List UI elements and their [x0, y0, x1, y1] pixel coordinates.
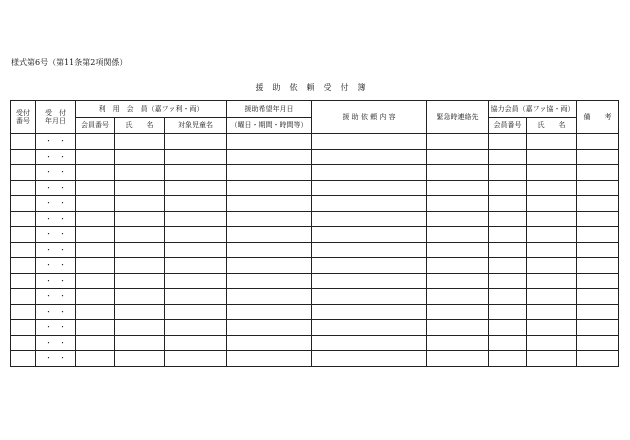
- date-cell[interactable]: ・ ・: [36, 149, 76, 165]
- table-cell[interactable]: [115, 134, 165, 150]
- table-cell[interactable]: [577, 242, 619, 258]
- table-cell[interactable]: [427, 180, 489, 196]
- header-receipt-no: 受付 番号: [11, 101, 36, 134]
- table-cell[interactable]: [165, 165, 227, 181]
- table-cell[interactable]: [489, 134, 527, 150]
- table-cell[interactable]: [312, 242, 427, 258]
- table-cell[interactable]: [489, 196, 527, 212]
- table-cell[interactable]: [115, 242, 165, 258]
- table-cell[interactable]: [115, 165, 165, 181]
- table-cell[interactable]: [76, 335, 115, 351]
- date-cell[interactable]: ・ ・: [36, 351, 76, 367]
- table-cell[interactable]: [489, 335, 527, 351]
- table-cell[interactable]: [312, 289, 427, 305]
- table-cell[interactable]: [312, 134, 427, 150]
- table-cell[interactable]: [312, 351, 427, 367]
- table-cell[interactable]: [527, 134, 577, 150]
- table-cell[interactable]: [11, 134, 36, 150]
- header-receipt-date: 受 付 年月日: [36, 101, 76, 134]
- table-cell[interactable]: [489, 320, 527, 336]
- table-cell[interactable]: [527, 304, 577, 320]
- table-cell[interactable]: [76, 149, 115, 165]
- date-cell[interactable]: ・ ・: [36, 320, 76, 336]
- header-helper-member-group: 協力会員（嘉ファ協・両）: [489, 101, 577, 118]
- header-helper-name: 氏 名: [527, 118, 577, 134]
- table-cell[interactable]: [227, 180, 312, 196]
- table-cell[interactable]: [312, 258, 427, 274]
- header-user-member-group: 利 用 会 員（嘉ファ利・両）: [76, 101, 227, 118]
- table-row: [11, 258, 619, 274]
- table-cell[interactable]: [527, 227, 577, 243]
- table-cell[interactable]: [11, 149, 36, 165]
- table-cell[interactable]: [76, 320, 115, 336]
- table-cell[interactable]: [227, 227, 312, 243]
- table-cell[interactable]: [427, 196, 489, 212]
- table-row: [11, 134, 619, 150]
- table-cell[interactable]: [11, 335, 36, 351]
- table-cell[interactable]: [312, 149, 427, 165]
- table-cell[interactable]: [115, 180, 165, 196]
- header-helper-member-no: 会員番号: [489, 118, 527, 134]
- table-row: [11, 242, 619, 258]
- table-cell[interactable]: [11, 304, 36, 320]
- table-row: [11, 273, 619, 289]
- table-cell[interactable]: [427, 351, 489, 367]
- table-cell[interactable]: [11, 196, 36, 212]
- form-number-label: 様式第6号（第11条第2項関係）: [11, 58, 128, 67]
- table-cell[interactable]: [527, 273, 577, 289]
- table-cell[interactable]: [527, 335, 577, 351]
- table-cell[interactable]: [11, 289, 36, 305]
- date-cell[interactable]: ・ ・: [36, 335, 76, 351]
- table-cell[interactable]: [577, 149, 619, 165]
- table-cell[interactable]: [577, 258, 619, 274]
- table-cell[interactable]: [489, 211, 527, 227]
- table-row: [11, 211, 619, 227]
- table-cell[interactable]: [11, 211, 36, 227]
- table-cell[interactable]: [489, 289, 527, 305]
- table-cell[interactable]: [115, 227, 165, 243]
- table-cell[interactable]: [76, 242, 115, 258]
- table-cell[interactable]: [76, 273, 115, 289]
- table-cell[interactable]: [312, 180, 427, 196]
- header-child-name: 対象児童名: [165, 118, 227, 134]
- table-cell[interactable]: [489, 242, 527, 258]
- table-cell[interactable]: [76, 258, 115, 274]
- table-row: [11, 320, 619, 336]
- table-cell[interactable]: [312, 165, 427, 181]
- table-cell[interactable]: [527, 289, 577, 305]
- table-cell[interactable]: [427, 211, 489, 227]
- table-cell[interactable]: [527, 320, 577, 336]
- table-cell[interactable]: [115, 196, 165, 212]
- table-row: [11, 165, 619, 181]
- table-cell[interactable]: [577, 134, 619, 150]
- header-desired-date: 援助希望年月日: [227, 101, 312, 118]
- table-cell[interactable]: [427, 335, 489, 351]
- table-cell[interactable]: [11, 180, 36, 196]
- table-cell[interactable]: [489, 149, 527, 165]
- table-cell[interactable]: [165, 196, 227, 212]
- table-cell[interactable]: [76, 134, 115, 150]
- table-cell[interactable]: [115, 320, 165, 336]
- table-cell[interactable]: [489, 165, 527, 181]
- date-cell[interactable]: ・ ・: [36, 134, 76, 150]
- table-cell[interactable]: [527, 351, 577, 367]
- table-row: [11, 304, 619, 320]
- date-cell[interactable]: ・ ・: [36, 211, 76, 227]
- table-cell[interactable]: [227, 289, 312, 305]
- table-cell[interactable]: [427, 304, 489, 320]
- table-cell[interactable]: [577, 180, 619, 196]
- request-register-table: [10, 100, 619, 367]
- date-cell[interactable]: ・ ・: [36, 180, 76, 196]
- table-cell[interactable]: [577, 320, 619, 336]
- table-cell[interactable]: [115, 304, 165, 320]
- table-cell[interactable]: [577, 227, 619, 243]
- table-cell[interactable]: [489, 258, 527, 274]
- table-cell[interactable]: [427, 320, 489, 336]
- table-cell[interactable]: [227, 165, 312, 181]
- table-cell[interactable]: [165, 335, 227, 351]
- table-cell[interactable]: [11, 351, 36, 367]
- table-cell[interactable]: [527, 211, 577, 227]
- table-row: [11, 149, 619, 165]
- table-cell[interactable]: [527, 180, 577, 196]
- table-cell[interactable]: [165, 227, 227, 243]
- table-cell[interactable]: [312, 227, 427, 243]
- table-cell[interactable]: [227, 196, 312, 212]
- date-cell[interactable]: ・ ・: [36, 242, 76, 258]
- table-cell[interactable]: [165, 258, 227, 274]
- table-cell[interactable]: [427, 258, 489, 274]
- table-cell[interactable]: [76, 351, 115, 367]
- date-cell[interactable]: ・ ・: [36, 289, 76, 305]
- register-rows: [11, 134, 619, 367]
- table-cell[interactable]: [577, 273, 619, 289]
- table-cell[interactable]: [527, 196, 577, 212]
- table-cell[interactable]: [427, 273, 489, 289]
- table-cell[interactable]: [527, 149, 577, 165]
- table-cell[interactable]: [115, 335, 165, 351]
- header-remarks: 備 考: [577, 101, 619, 134]
- table-cell[interactable]: [227, 335, 312, 351]
- table-cell[interactable]: [227, 242, 312, 258]
- table-cell[interactable]: [165, 273, 227, 289]
- table-cell[interactable]: [577, 211, 619, 227]
- table-cell[interactable]: [76, 165, 115, 181]
- table-row: [11, 335, 619, 351]
- date-cell[interactable]: ・ ・: [36, 304, 76, 320]
- table-cell[interactable]: [11, 242, 36, 258]
- table-cell[interactable]: [11, 227, 36, 243]
- table-cell[interactable]: [165, 289, 227, 305]
- table-cell[interactable]: [115, 289, 165, 305]
- table-row: [11, 351, 619, 367]
- table-cell[interactable]: [427, 242, 489, 258]
- table-cell[interactable]: [427, 227, 489, 243]
- table-cell[interactable]: [11, 273, 36, 289]
- table-cell[interactable]: [165, 211, 227, 227]
- table-cell[interactable]: [76, 211, 115, 227]
- table-cell[interactable]: [115, 258, 165, 274]
- table-cell[interactable]: [227, 211, 312, 227]
- date-cell[interactable]: ・ ・: [36, 258, 76, 274]
- table-row: [11, 180, 619, 196]
- table-cell[interactable]: [115, 273, 165, 289]
- table-cell[interactable]: [427, 149, 489, 165]
- table-cell[interactable]: [227, 273, 312, 289]
- table-cell[interactable]: [527, 242, 577, 258]
- header-user-member-no: 会員番号: [76, 118, 115, 134]
- header-user-name: 氏 名: [115, 118, 165, 134]
- table-cell[interactable]: [227, 134, 312, 150]
- table-cell[interactable]: [489, 304, 527, 320]
- table-cell[interactable]: [577, 196, 619, 212]
- table-cell[interactable]: [165, 242, 227, 258]
- table-cell[interactable]: [577, 289, 619, 305]
- table-cell[interactable]: [165, 180, 227, 196]
- table-cell[interactable]: [165, 304, 227, 320]
- table-cell[interactable]: [76, 304, 115, 320]
- table-cell[interactable]: [227, 351, 312, 367]
- table-cell[interactable]: [115, 211, 165, 227]
- table-cell[interactable]: [577, 335, 619, 351]
- table-cell[interactable]: [577, 351, 619, 367]
- table-cell[interactable]: [76, 227, 115, 243]
- header-request-content: 援 助 依 頼 内 容: [312, 101, 427, 134]
- date-cell[interactable]: ・ ・: [36, 273, 76, 289]
- table-cell[interactable]: [312, 273, 427, 289]
- table-cell[interactable]: [489, 351, 527, 367]
- table-cell[interactable]: [312, 335, 427, 351]
- table-cell[interactable]: [527, 165, 577, 181]
- table-cell[interactable]: [427, 289, 489, 305]
- table-row: [11, 227, 619, 243]
- table-cell[interactable]: [227, 258, 312, 274]
- table-cell[interactable]: [312, 211, 427, 227]
- table-cell[interactable]: [115, 149, 165, 165]
- table-cell[interactable]: [76, 180, 115, 196]
- table-cell[interactable]: [427, 165, 489, 181]
- table-cell[interactable]: [11, 258, 36, 274]
- date-cell[interactable]: ・ ・: [36, 196, 76, 212]
- table-cell[interactable]: [577, 304, 619, 320]
- table-cell[interactable]: [227, 304, 312, 320]
- page-title: 援助依頼受付簿: [255, 83, 375, 92]
- table-cell[interactable]: [76, 289, 115, 305]
- table-cell[interactable]: [312, 304, 427, 320]
- table-cell[interactable]: [165, 134, 227, 150]
- table-cell[interactable]: [577, 165, 619, 181]
- date-cell[interactable]: ・ ・: [36, 227, 76, 243]
- header-emergency-contact: 緊急時連絡先: [427, 101, 489, 134]
- table-cell[interactable]: [11, 320, 36, 336]
- table-cell[interactable]: [312, 320, 427, 336]
- table-cell[interactable]: [76, 196, 115, 212]
- table-cell[interactable]: [489, 180, 527, 196]
- table-row: [11, 196, 619, 212]
- header-desired-date-detail: （曜日・期間・時間等）: [227, 118, 312, 134]
- table-cell[interactable]: [165, 149, 227, 165]
- table-row: [11, 289, 619, 305]
- table-cell[interactable]: [227, 149, 312, 165]
- date-cell[interactable]: ・ ・: [36, 165, 76, 181]
- table-cell[interactable]: [427, 134, 489, 150]
- table-cell[interactable]: [165, 320, 227, 336]
- table-cell[interactable]: [227, 320, 312, 336]
- table-cell[interactable]: [165, 351, 227, 367]
- table-cell[interactable]: [489, 227, 527, 243]
- table-cell[interactable]: [312, 196, 427, 212]
- table-cell[interactable]: [115, 351, 165, 367]
- table-cell[interactable]: [489, 273, 527, 289]
- table-cell[interactable]: [11, 165, 36, 181]
- table-cell[interactable]: [527, 258, 577, 274]
